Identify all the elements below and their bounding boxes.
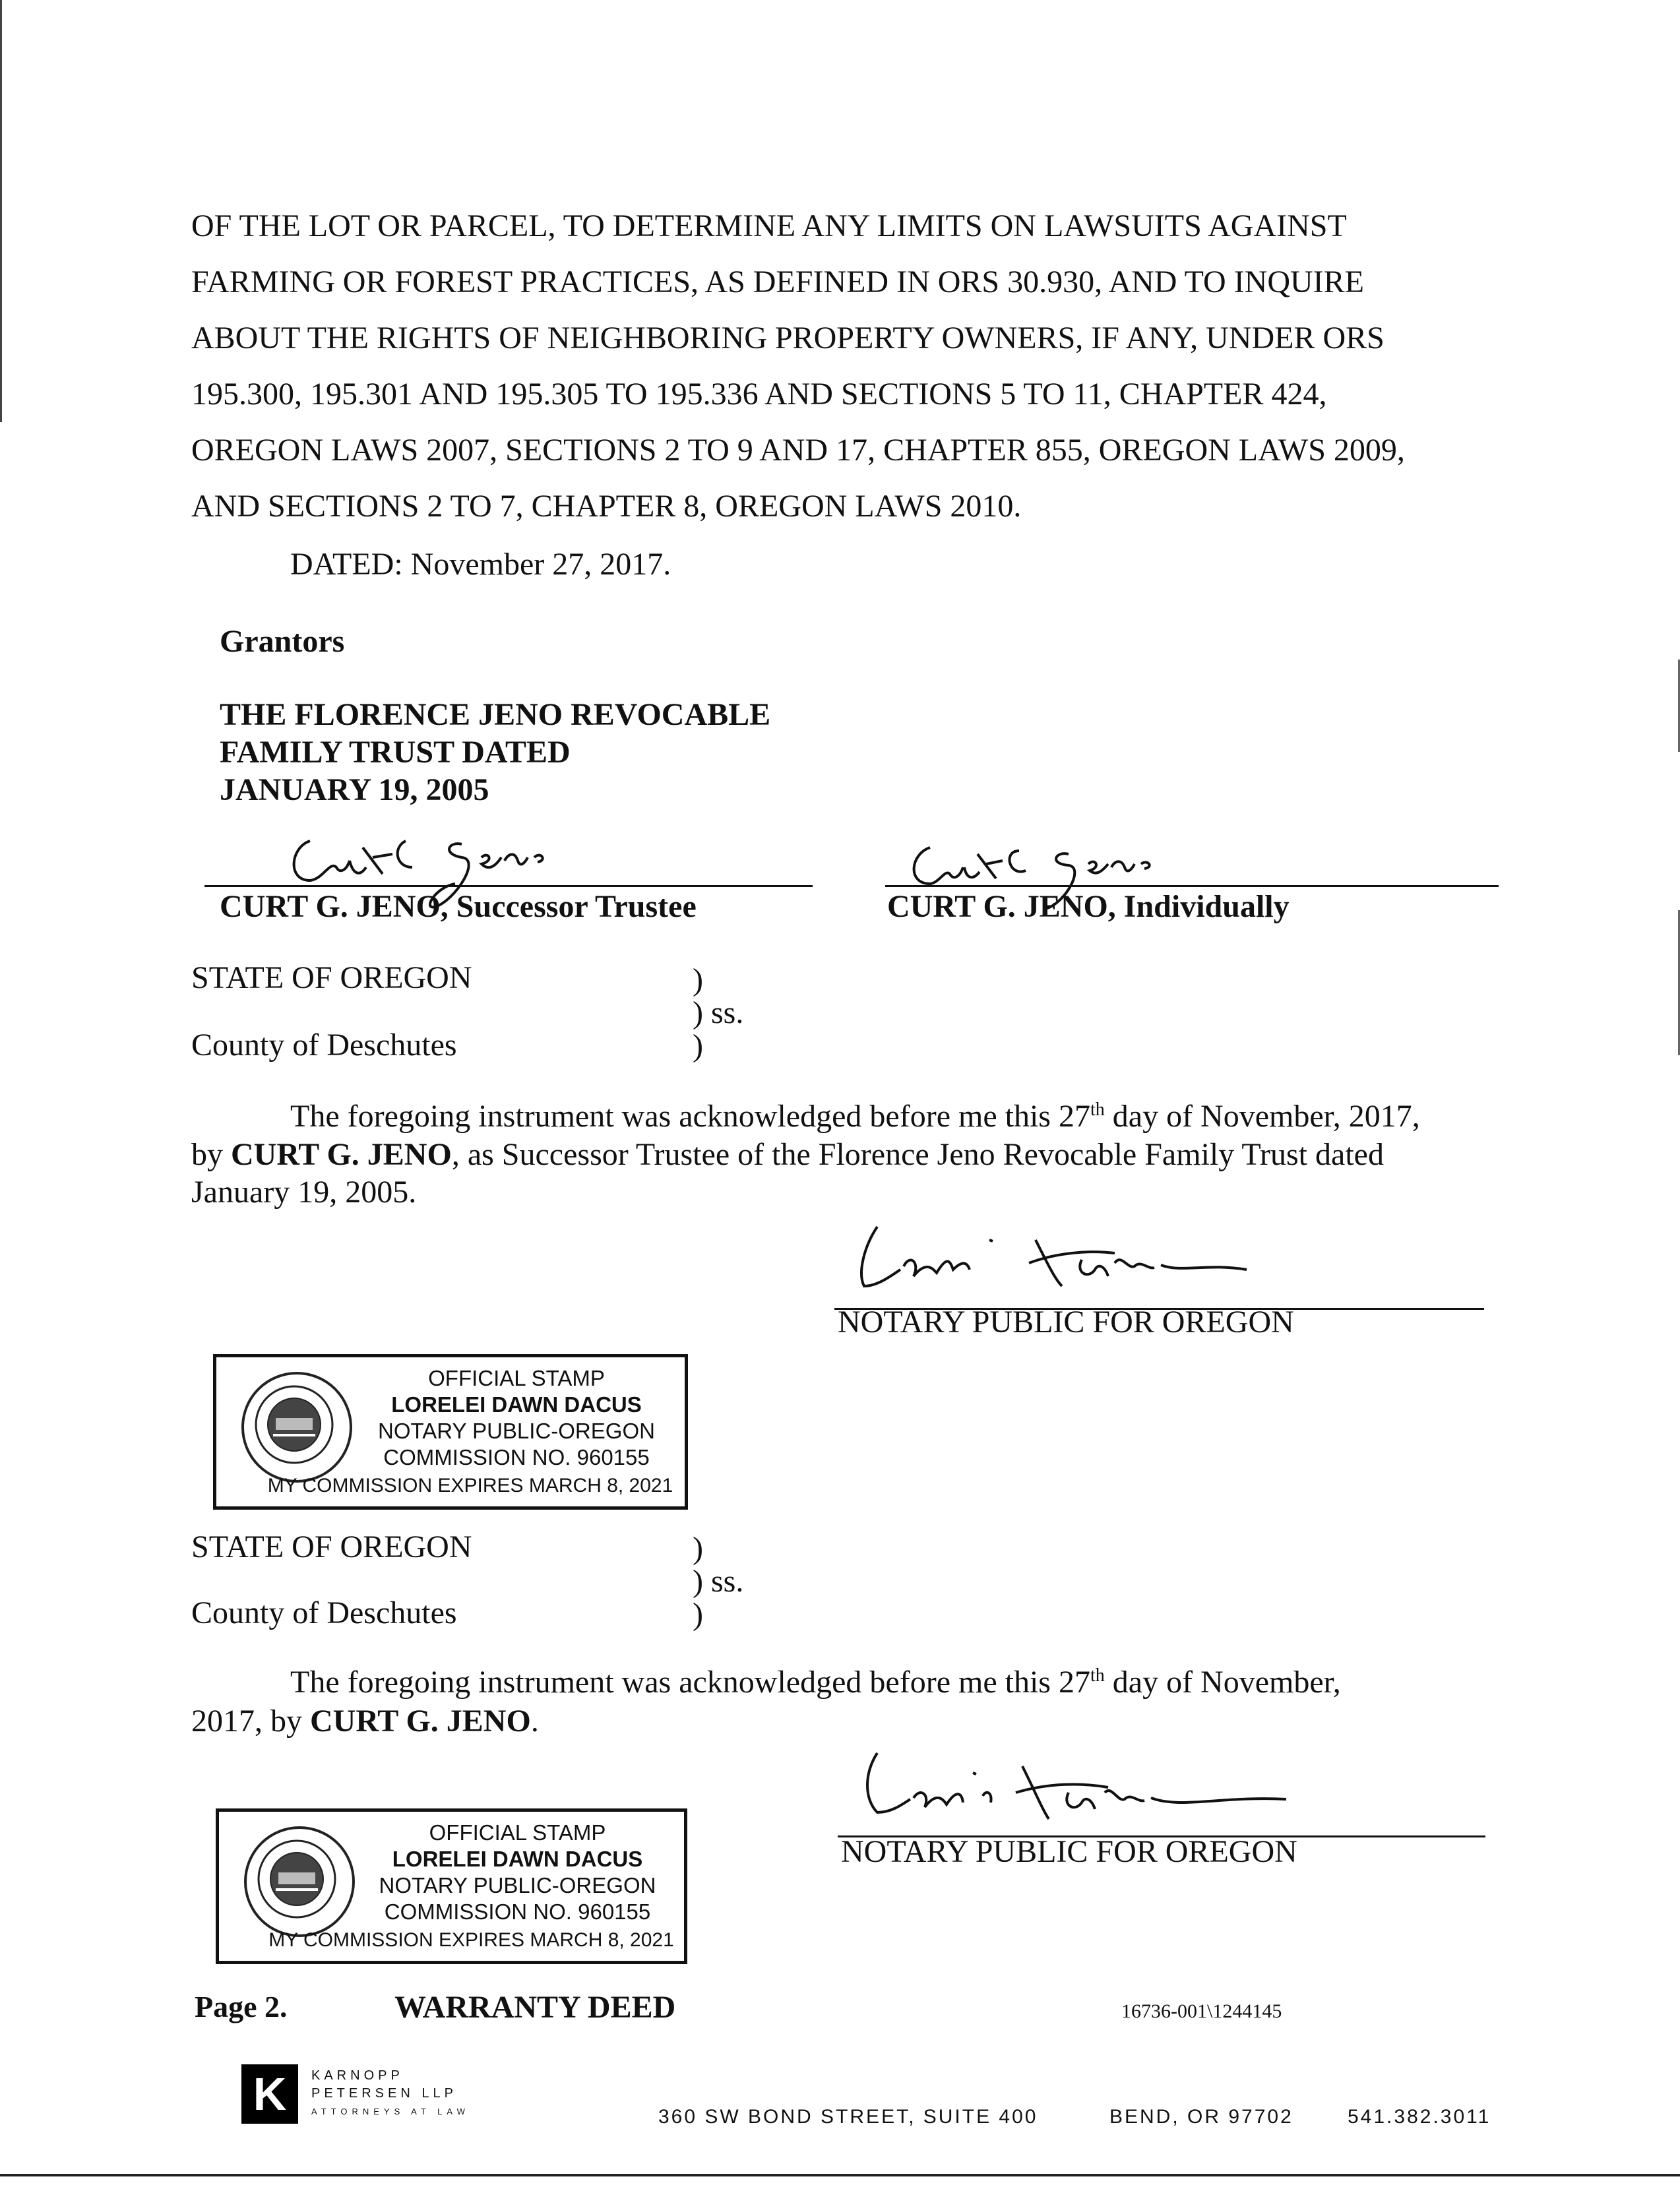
state-seal-icon xyxy=(241,1372,352,1483)
venue1-paren-2: ) xyxy=(693,1028,703,1063)
body-line-1: OF THE LOT OR PARCEL, TO DETERMINE ANY LIMITS ON LAWSUITS AGAINST xyxy=(191,208,1347,243)
firm-logo-icon: K xyxy=(241,2064,298,2124)
body-line-3: ABOUT THE RIGHTS OF NEIGHBORING PROPERTY OWNERS, IF ANY, UNDER ORS xyxy=(191,321,1384,355)
firm-address: 360 SW BOND STREET, SUITE 400 xyxy=(658,2106,1038,2128)
ack1-line-2-name: CURT G. JENO xyxy=(231,1137,452,1172)
ack1-line-1-post: day of November, 2017, xyxy=(1104,1099,1420,1134)
body-line-4: 195.300, 195.301 AND 195.305 TO 195.336 AND SECTIONS 5 TO 11, CHAPTER 424, xyxy=(191,377,1327,412)
document-number: 16736-001\1244145 xyxy=(1121,2000,1282,2022)
grantors-heading: Grantors xyxy=(220,624,345,659)
official-stamp-1 xyxy=(213,1354,688,1510)
venue1-ss: ) ss. xyxy=(693,995,744,1030)
venue2-county: County of Deschutes xyxy=(191,1595,457,1630)
venue1-county: County of Deschutes xyxy=(191,1028,457,1063)
firm-phone: 541.382.3011 xyxy=(1348,2106,1491,2128)
scan-edge-bottom xyxy=(0,2174,1680,2176)
ack2-sup: th xyxy=(1090,1665,1105,1686)
ack2-line-1-post: day of November, xyxy=(1104,1665,1341,1700)
firm-name xyxy=(311,2067,470,2120)
stamp-1-text xyxy=(348,1365,685,1471)
trust-name-line-3: JANUARY 19, 2005 xyxy=(220,772,489,807)
stamp-2-title: OFFICIAL STAMP xyxy=(429,1820,606,1845)
ack2-line-2-name: CURT G. JENO xyxy=(310,1704,531,1739)
venue2-state: STATE OF OREGON xyxy=(191,1529,472,1564)
notary-label-1: NOTARY PUBLIC FOR OREGON xyxy=(838,1305,1294,1340)
notary-signature-1 xyxy=(838,1214,1365,1306)
ack1-line-1 xyxy=(290,1098,1420,1134)
venue1-state: STATE OF OREGON xyxy=(191,960,472,995)
ack2-line-2 xyxy=(191,1703,539,1739)
signature-line-trustee xyxy=(204,885,813,887)
trustee-signature-label: CURT G. JENO, Successor Trustee xyxy=(220,889,697,924)
ack2-line-2-post: . xyxy=(530,1704,539,1739)
page-number: Page 2. xyxy=(195,1990,288,2023)
body-line-2: FARMING OR FOREST PRACTICES, AS DEFINED IN ORS 30.930, AND TO INQUIRE xyxy=(191,264,1364,299)
firm-name-line-1: KARNOPP xyxy=(311,2068,404,2083)
body-line-6: AND SECTIONS 2 TO 7, CHAPTER 8, OREGON LAWS 2010. xyxy=(191,489,1022,524)
notary-label-2: NOTARY PUBLIC FOR OREGON xyxy=(841,1834,1297,1869)
ack1-sup: th xyxy=(1090,1099,1105,1120)
stamp-2-commission: COMMISSION NO. 960155 xyxy=(384,1899,651,1924)
signature-line-individual xyxy=(885,885,1499,887)
stamp-1-name: LORELEI DAWN DACUS xyxy=(391,1392,642,1417)
ack2-line-1-pre: The foregoing instrument was acknowledged before me this 27 xyxy=(290,1665,1090,1700)
venue2-ss: ) ss. xyxy=(693,1564,744,1599)
trust-name xyxy=(220,696,770,809)
venue1-paren-1: ) xyxy=(693,962,703,997)
ack1-line-2-pre: by xyxy=(191,1137,231,1172)
venue2-paren-1: ) xyxy=(693,1531,703,1566)
firm-name-line-3: ATTORNEYS AT LAW xyxy=(311,2107,470,2116)
venue2-paren-2: ) xyxy=(693,1597,703,1632)
firm-city: BEND, OR 97702 xyxy=(1109,2106,1293,2128)
ack1-line-2 xyxy=(191,1136,1384,1173)
ack1-line-1-pre: The foregoing instrument was acknowledged before me this 27 xyxy=(290,1099,1090,1134)
trust-name-line-2: FAMILY TRUST DATED xyxy=(220,735,571,770)
document-title: WARRANTY DEED xyxy=(394,1990,676,2025)
official-stamp-2 xyxy=(216,1808,687,1964)
dated-line: DATED: November 27, 2017. xyxy=(290,547,671,582)
stamp-1-notary: NOTARY PUBLIC-OREGON xyxy=(378,1419,655,1443)
body-line-5: OREGON LAWS 2007, SECTIONS 2 TO 9 AND 17, CHAPTER 855, OREGON LAWS 2009, xyxy=(191,433,1405,468)
stamp-2-expires: MY COMMISSION EXPIRES MARCH 8, 2021 xyxy=(268,1929,674,1951)
stamp-1-commission: COMMISSION NO. 960155 xyxy=(383,1445,650,1469)
state-seal-icon-2 xyxy=(244,1826,355,1937)
ack2-line-2-pre: 2017, by xyxy=(191,1704,310,1739)
stamp-1-expires: MY COMMISSION EXPIRES MARCH 8, 2021 xyxy=(267,1475,673,1496)
stamp-2-text xyxy=(351,1820,684,1925)
individual-signature-label: CURT G. JENO, Individually xyxy=(887,889,1290,924)
firm-name-line-2: PETERSEN LLP xyxy=(311,2086,457,2101)
scan-edge-left xyxy=(0,0,2,422)
stamp-1-title: OFFICIAL STAMP xyxy=(428,1366,605,1390)
ack2-line-1 xyxy=(290,1664,1341,1700)
trust-name-line-1: THE FLORENCE JENO REVOCABLE xyxy=(220,697,771,732)
ack1-line-3: January 19, 2005. xyxy=(191,1175,417,1210)
stamp-2-name: LORELEI DAWN DACUS xyxy=(392,1847,643,1871)
stamp-2-notary: NOTARY PUBLIC-OREGON xyxy=(379,1873,656,1897)
notary-signature-2 xyxy=(851,1746,1379,1839)
ack1-line-2-post: , as Successor Trustee of the Florence Jeno Revocable Family Trust dated xyxy=(451,1137,1384,1172)
